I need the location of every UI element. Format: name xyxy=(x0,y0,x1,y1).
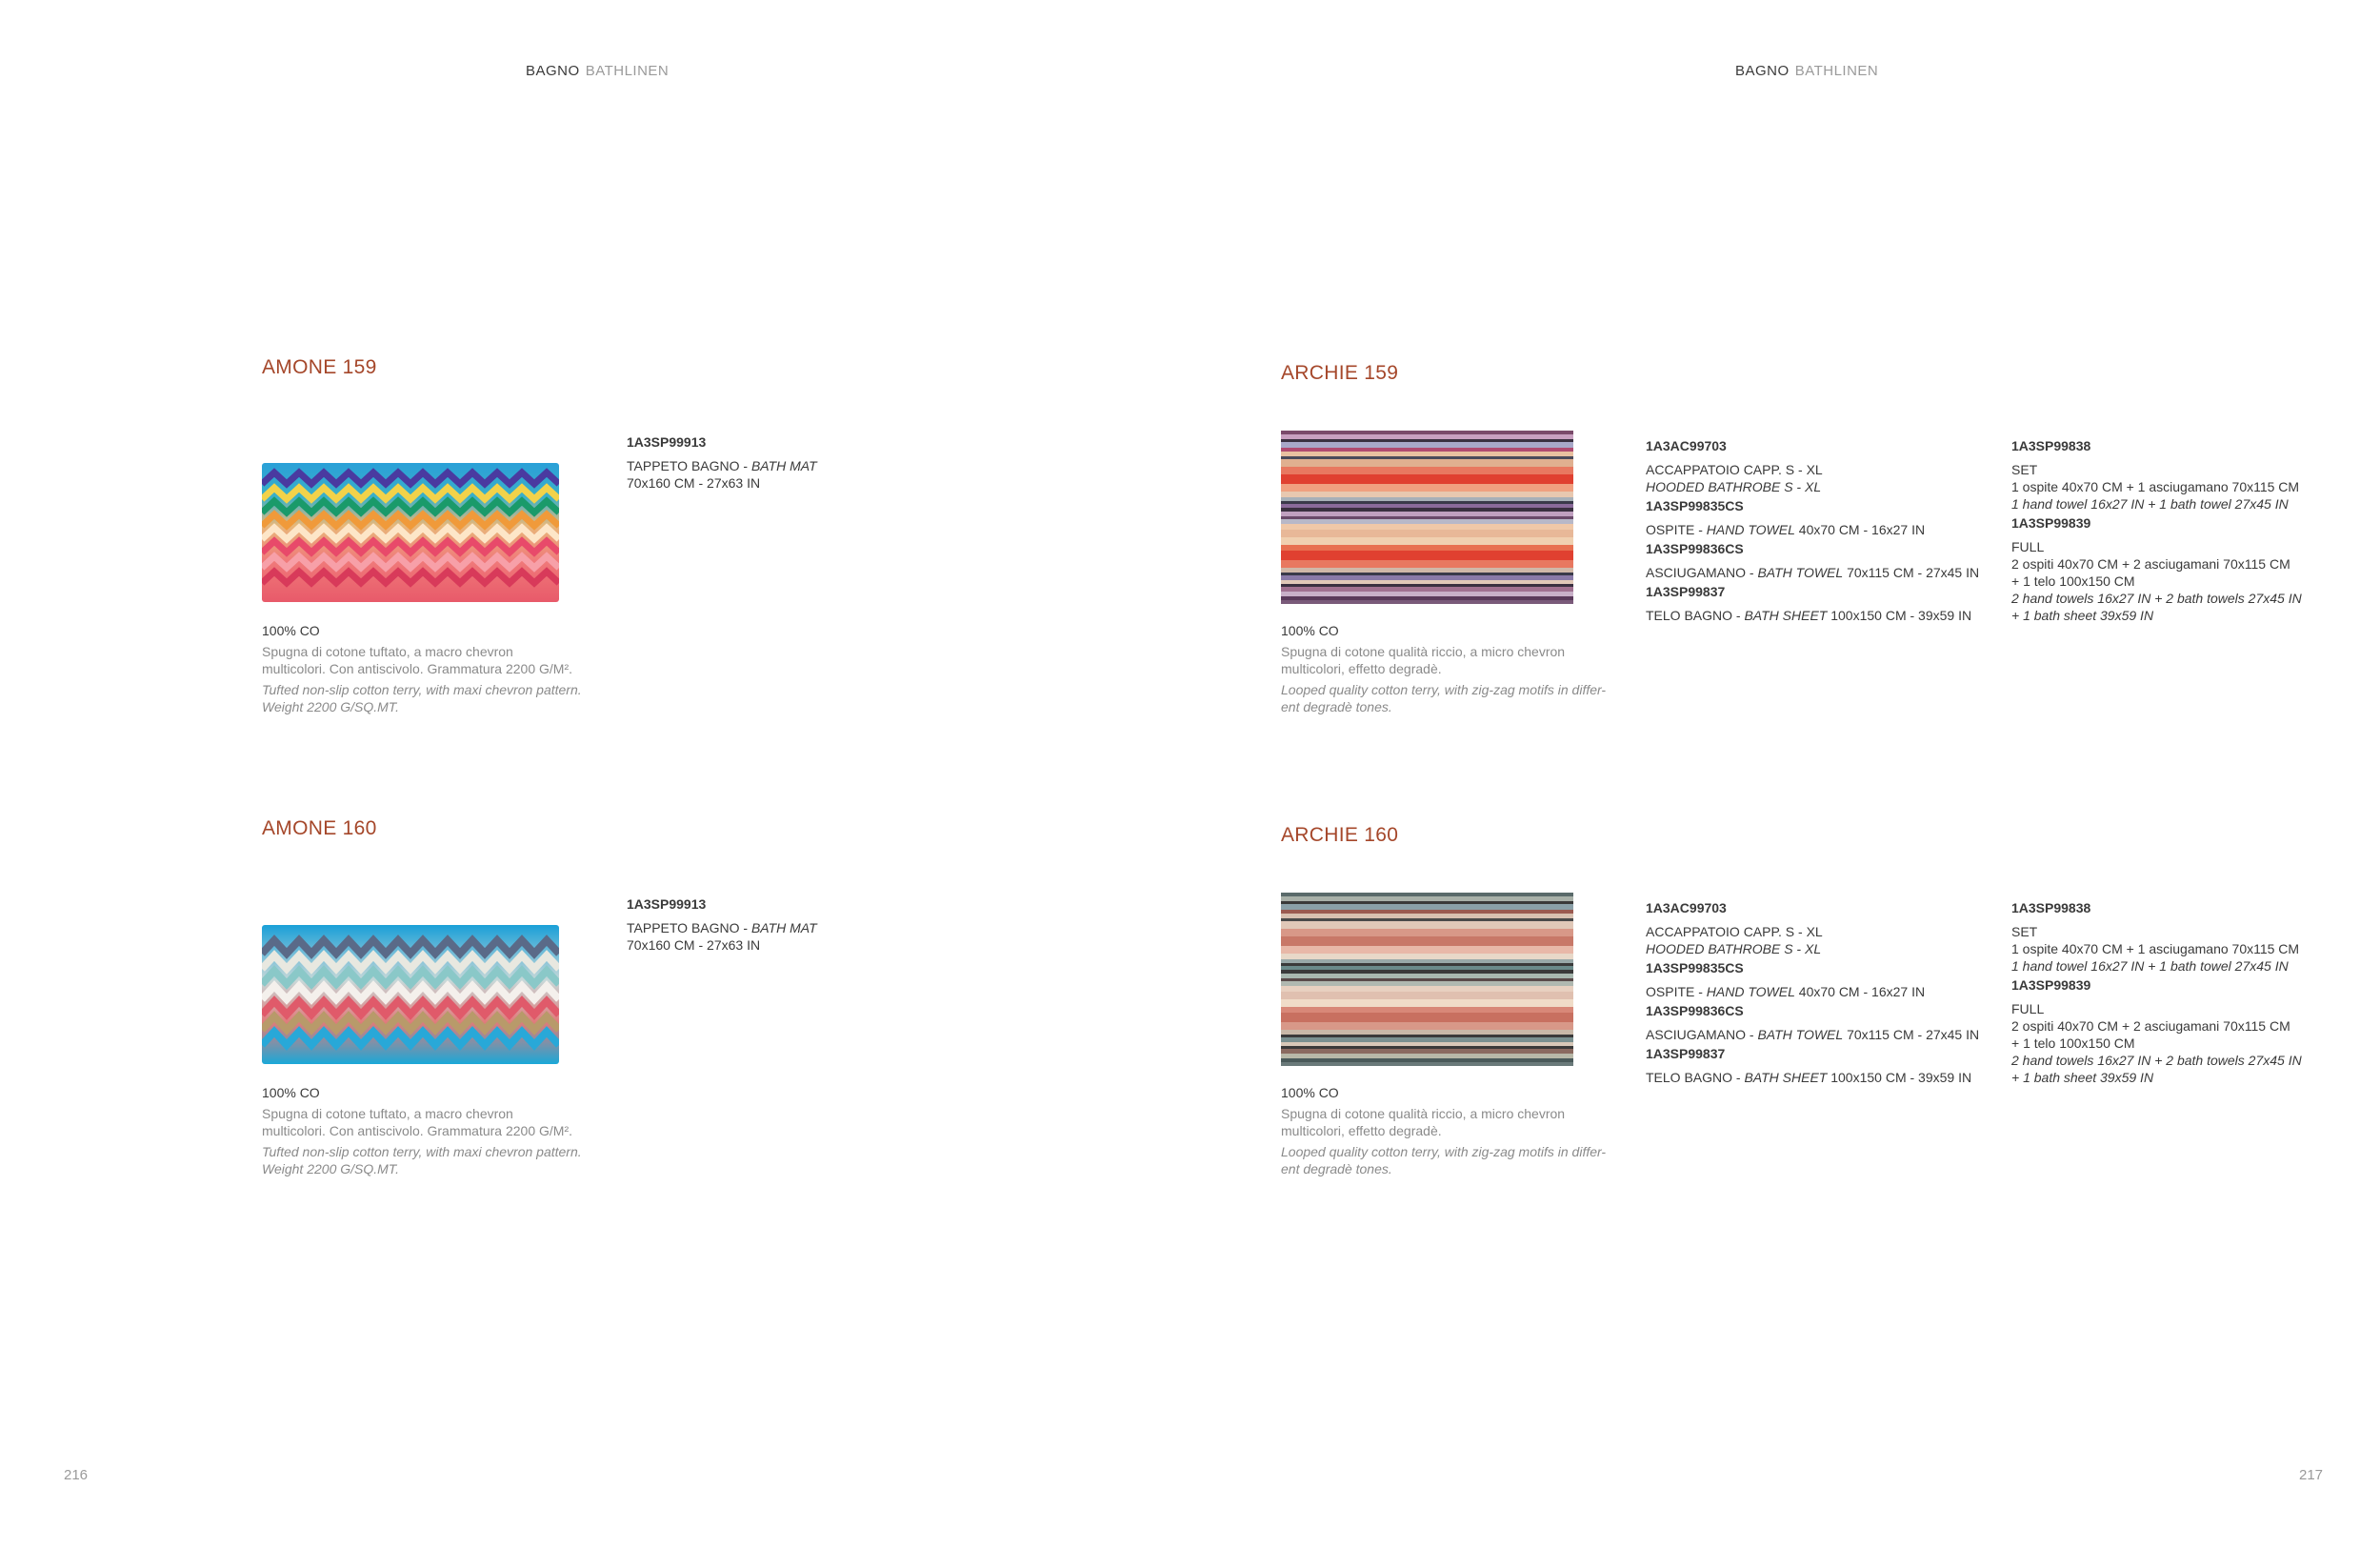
item-code: 1A3AC99703 xyxy=(1646,438,1727,453)
item-name: TELO BAGNO - BATH SHEET 100x150 CM - 39x59 IN xyxy=(1646,1070,1972,1085)
item-contents-en: + 1 bath sheet 39x59 IN xyxy=(2011,608,2154,623)
item-size: 70x160 CM - 27x63 IN xyxy=(627,937,761,953)
description-it-2: multicolori, effetto degradè. xyxy=(1281,661,1442,676)
description-it-2: multicolori. Con antiscivolo. Grammatura 2200 G/M². xyxy=(262,661,572,676)
item-contents-en: 2 hand towels 16x27 IN + 2 bath towels 27x45 IN xyxy=(2011,591,2302,606)
description-it-1: Spugna di cotone qualità riccio, a micro chevron xyxy=(1281,1106,1566,1121)
right-page-header xyxy=(1735,63,1878,79)
left-page-header xyxy=(526,63,669,79)
item-contents: 2 ospiti 40x70 CM + 2 asciugamani 70x115 CM xyxy=(2011,1018,2290,1034)
item-name: TAPPETO BAGNO - BATH MAT xyxy=(627,458,817,473)
item-name: OSPITE - HAND TOWEL 40x70 CM - 16x27 IN xyxy=(1646,984,1926,999)
item-code: 1A3AC99703 xyxy=(1646,900,1727,915)
product-description xyxy=(262,1084,586,1177)
description-en-1: Tufted non-slip cotton terry, with maxi chevron pattern. xyxy=(262,1144,582,1159)
product-title: AMONE 159 xyxy=(262,356,377,378)
product-items-column-2 xyxy=(2011,437,2302,624)
page-number-right: 217 xyxy=(2299,1467,2324,1483)
composition: 100% CO xyxy=(1281,1085,1339,1100)
description-it-1: Spugna di cotone tuftato, a macro chevron xyxy=(262,1106,513,1121)
composition: 100% CO xyxy=(262,623,320,638)
item-code: 1A3SP99839 xyxy=(2011,977,2091,993)
item-code: 1A3SP99838 xyxy=(2011,900,2091,915)
item-name: ACCAPPATOIO CAPP. S - XL xyxy=(1646,924,1823,939)
item-contents-en: + 1 bath sheet 39x59 IN xyxy=(2011,1070,2154,1085)
description-it-2: multicolori. Con antiscivolo. Grammatura 2200 G/M². xyxy=(262,1123,572,1138)
item-contents: 1 ospite 40x70 CM + 1 asciugamano 70x115 CM xyxy=(2011,479,2300,494)
description-en-2: Weight 2200 G/SQ.MT. xyxy=(262,699,399,714)
item-code: 1A3SP99838 xyxy=(2011,438,2091,453)
item-code: 1A3SP99836CS xyxy=(1646,541,1744,556)
item-contents: 1 ospite 40x70 CM + 1 asciugamano 70x115 CM xyxy=(2011,941,2300,956)
item-contents-en: 1 hand towel 16x27 IN + 1 bath towel 27x45 IN xyxy=(2011,958,2289,974)
composition: 100% CO xyxy=(262,1085,320,1100)
item-code: 1A3SP99913 xyxy=(627,434,707,450)
header-subtitle: BATHLINEN xyxy=(1794,63,1879,79)
header-title: BAGNO xyxy=(1735,63,1790,79)
item-contents: + 1 telo 100x150 CM xyxy=(2011,573,2135,589)
product-items-column-1 xyxy=(1646,437,1979,624)
product-description xyxy=(1281,622,1614,715)
item-code: 1A3SP99835CS xyxy=(1646,498,1744,513)
description-it-2: multicolori, effetto degradè. xyxy=(1281,1123,1442,1138)
description-en-2: Weight 2200 G/SQ.MT. xyxy=(262,1161,399,1176)
item-name: TAPPETO BAGNO - BATH MAT xyxy=(627,920,817,935)
item-code: 1A3SP99913 xyxy=(627,896,707,912)
item-name: SET xyxy=(2011,924,2038,939)
item-name: OSPITE - HAND TOWEL 40x70 CM - 16x27 IN xyxy=(1646,522,1926,537)
product-item xyxy=(627,895,817,954)
header-title: BAGNO xyxy=(526,63,580,79)
description-en-1: Tufted non-slip cotton terry, with maxi chevron pattern. xyxy=(262,682,582,697)
description-en-1: Looped quality cotton terry, with zig-zag motifs in differ- xyxy=(1281,1144,1607,1159)
item-code: 1A3SP99837 xyxy=(1646,1046,1726,1061)
amone-160-bathmat-image xyxy=(262,925,559,1064)
archie-159-towel-image xyxy=(1281,431,1573,604)
item-contents-en: 2 hand towels 16x27 IN + 2 bath towels 27x45 IN xyxy=(2011,1053,2302,1068)
product-title: AMONE 160 xyxy=(262,817,377,839)
header-subtitle: BATHLINEN xyxy=(585,63,670,79)
item-code: 1A3SP99837 xyxy=(1646,584,1726,599)
item-name: FULL xyxy=(2011,539,2045,554)
item-name-en: HOODED BATHROBE S - XL xyxy=(1646,479,1822,494)
product-title: ARCHIE 159 xyxy=(1281,362,1399,384)
item-contents: 2 ospiti 40x70 CM + 2 asciugamani 70x115 CM xyxy=(2011,556,2290,572)
item-name-en: HOODED BATHROBE S - XL xyxy=(1646,941,1822,956)
product-description xyxy=(1281,1084,1614,1177)
item-code: 1A3SP99835CS xyxy=(1646,960,1744,975)
product-title: ARCHIE 160 xyxy=(1281,824,1399,846)
item-size: 70x160 CM - 27x63 IN xyxy=(627,475,761,491)
item-code: 1A3SP99836CS xyxy=(1646,1003,1744,1018)
description-en-2: ent degradè tones. xyxy=(1281,699,1392,714)
item-name: FULL xyxy=(2011,1001,2045,1016)
item-name: SET xyxy=(2011,462,2038,477)
description-en-2: ent degradè tones. xyxy=(1281,1161,1392,1176)
item-name: ACCAPPATOIO CAPP. S - XL xyxy=(1646,462,1823,477)
description-it-1: Spugna di cotone tuftato, a macro chevron xyxy=(262,644,513,659)
product-item xyxy=(627,433,817,492)
product-items-column-2 xyxy=(2011,899,2302,1086)
item-name: ASCIUGAMANO - BATH TOWEL 70x115 CM - 27x45 IN xyxy=(1646,1027,1980,1042)
description-en-1: Looped quality cotton terry, with zig-zag motifs in differ- xyxy=(1281,682,1607,697)
page-number-left: 216 xyxy=(64,1467,89,1483)
description-it-1: Spugna di cotone qualità riccio, a micro chevron xyxy=(1281,644,1566,659)
item-name: ASCIUGAMANO - BATH TOWEL 70x115 CM - 27x45 IN xyxy=(1646,565,1980,580)
item-contents: + 1 telo 100x150 CM xyxy=(2011,1035,2135,1051)
item-name: TELO BAGNO - BATH SHEET 100x150 CM - 39x59 IN xyxy=(1646,608,1972,623)
amone-159-bathmat-image xyxy=(262,463,559,602)
product-description xyxy=(262,622,586,715)
item-contents-en: 1 hand towel 16x27 IN + 1 bath towel 27x45 IN xyxy=(2011,496,2289,512)
product-items-column-1 xyxy=(1646,899,1979,1086)
item-code: 1A3SP99839 xyxy=(2011,515,2091,531)
composition: 100% CO xyxy=(1281,623,1339,638)
archie-160-towel-image xyxy=(1281,893,1573,1066)
